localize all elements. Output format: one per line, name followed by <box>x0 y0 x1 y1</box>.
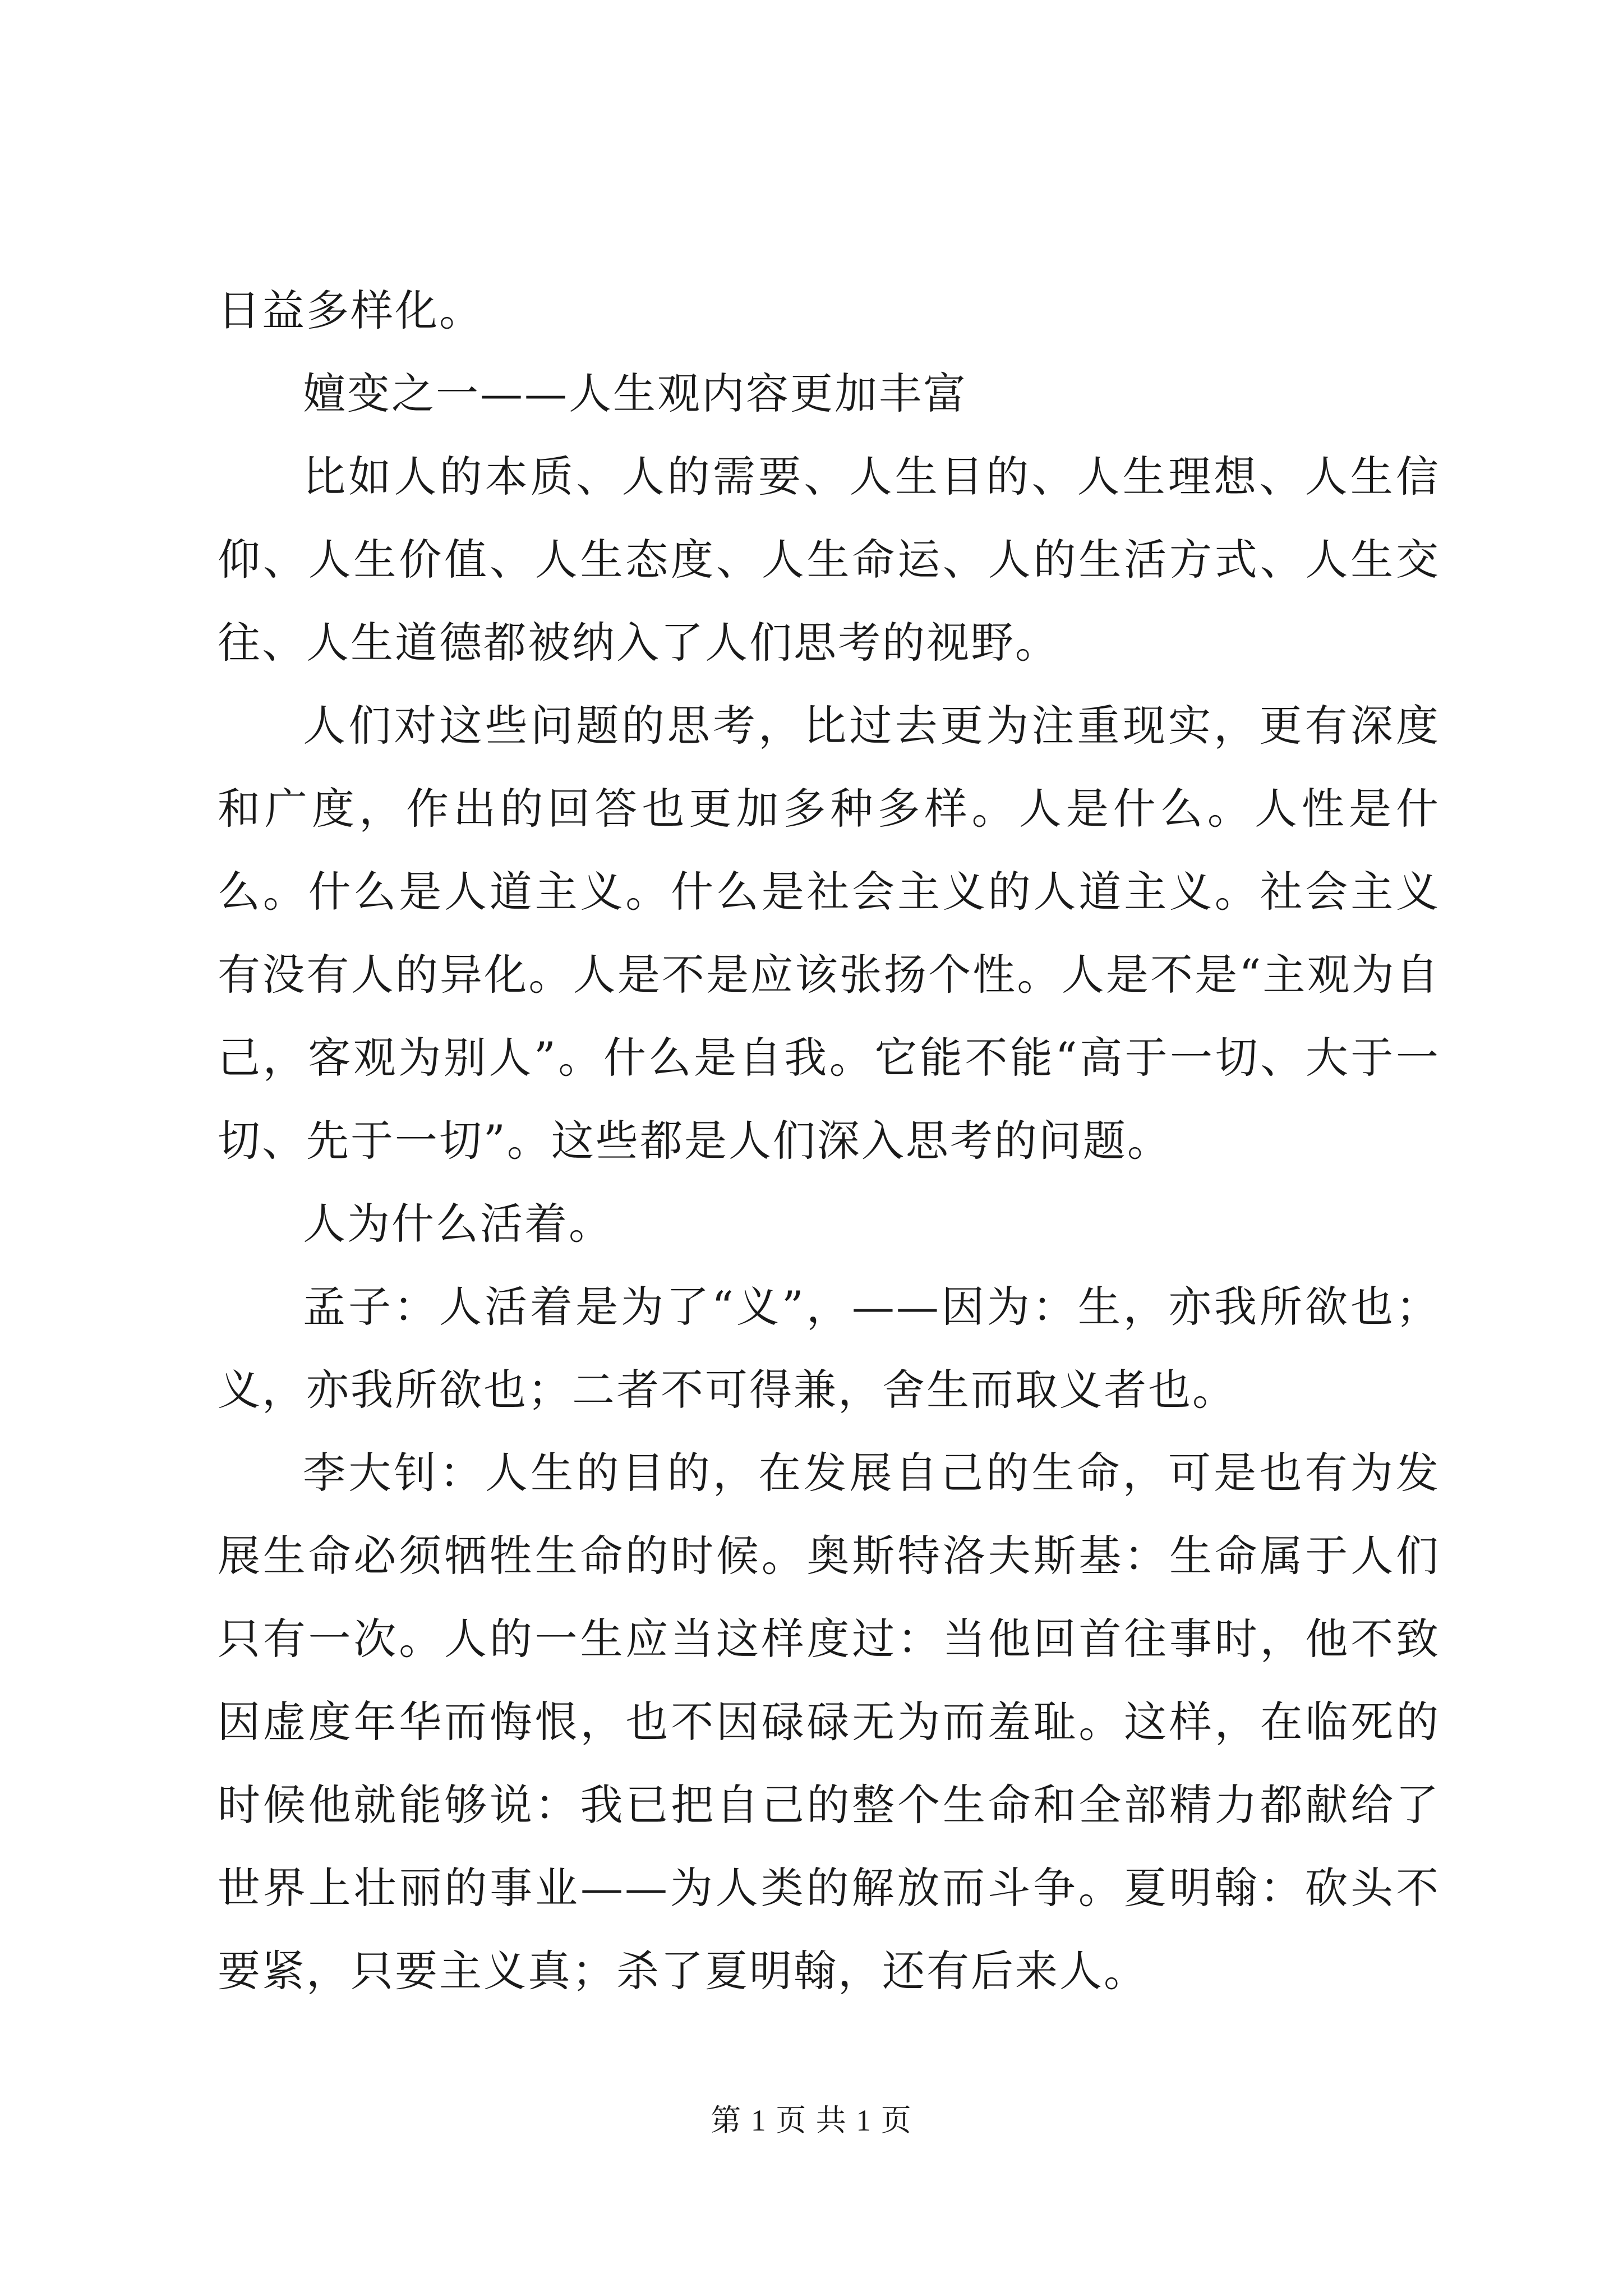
paragraph: 孟子：人活着是为了“义”，——因为：生，亦我所欲也；义，亦我所欲也；二者不可得兼，舍生而取义者也。 <box>218 1282 1440 1415</box>
section-heading: 嬗变之一——人生观内容更加丰富 <box>303 369 967 418</box>
paragraph: 李大钊：人生的目的，在发展自己的生命，可是也有为发展生命必须牺牲生命的时候。奥斯特洛夫斯基：生命属于人们只有一次。人的一生应当这样度过：当他回首往事时，他不致因虚度年华而悔恨，也不因碌碌无为而羞耻。这样，在临死的时候他就能够说：我已把自己的整个生命和全部精力都献给了世界上壮丽的事业——为人类的解放而斗争。夏明翰：砍头不要紧，只要主义真；杀了夏明翰，还有后来人。 <box>218 1448 1440 1996</box>
document-body <box>218 269 1440 2013</box>
paragraph: 日益多样化。 <box>218 286 483 335</box>
paragraph: 比如人的本质、人的需要、人生目的、人生理想、人生信仰、人生价值、人生态度、人生命运、人的生活方式、人生交往、人生道德都被纳入了人们思考的视野。 <box>218 452 1440 668</box>
page-footer: 第 1 页 共 1 页 <box>711 2104 912 2137</box>
paragraph: 人为什么活着。 <box>303 1199 613 1249</box>
paragraph: 人们对这些问题的思考，比过去更为注重现实，更有深度和广度，作出的回答也更加多种多样。人是什么。人性是什么。什么是人道主义。什么是社会主义的人道主义。社会主义有没有人的异化。人是不是应该张扬个性。人是不是“主观为自己，客观为别人”。什么是自我。它能不能“高于一切、大于一切、先于一切”。这些都是人们深入思考的问题。 <box>218 701 1440 1166</box>
